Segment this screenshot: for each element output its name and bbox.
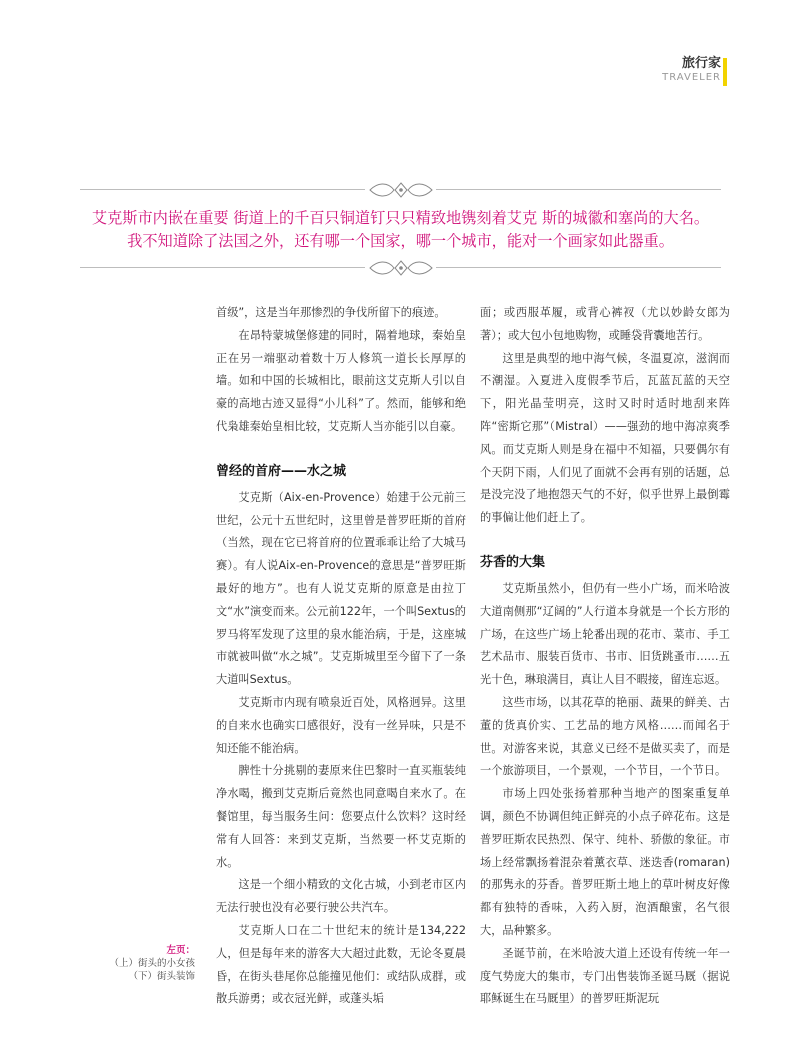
paragraph: 艾克斯人口在二十世纪末的统计是134,222人，但是每年来的游客大大超过此数，无论冬夏晨昏，在街头巷尾你总能撞见他们：或结队成群，或散兵游勇；或衣冠光鲜，或蓬头垢 <box>216 923 466 1006</box>
section-heading-fragrant-market: 芬香的大集 <box>480 554 546 570</box>
divider-line-left <box>80 189 365 190</box>
bottom-ornament-divider <box>80 258 721 278</box>
divider-line-left <box>80 267 365 268</box>
article-column-right <box>480 302 730 1011</box>
caption-line-2: （下）街头装饰 <box>128 971 195 982</box>
divider-line-right <box>436 267 721 268</box>
paragraph: 艾克斯（Aix-en-Provence）始建于公元前三世纪，公元十五世纪时，这里曾是普罗旺斯的首府（当然，现在它已将首府的位置乖乖让给了大城马赛）。有人说Aix-en-Provence的意思是“普罗旺斯最好的地方”。也有人说艾克斯的原意是由拉丁文“水”演变而来。公元前122年，一个叫Sextus的罗马将军发现了这里的泉水能治病，于是，这座城市就被叫做“水之城”。艾克斯城里至今留下了一条大道叫Sextus。 <box>216 490 466 687</box>
paragraph: 市场上四处张扬着那种当地产的图案重复单调，颜色不协调但纯正鲜亮的小点子碎花布。这是普罗旺斯农民热烈、保守、纯朴、骄傲的象征。市场上经常飘扬着混杂着薰衣草、迷迭香(romaran)的那隽永的芬香。普罗旺斯土地上的草叶树皮好像都有独特的香味，入药入厨，泡酒酿蜜，名气很大，品种繁多。 <box>480 787 730 937</box>
pull-quote <box>78 207 723 253</box>
top-ornament-divider <box>80 180 721 200</box>
paragraph: 这是一个细小精致的文化古城，小到老市区内无法行驶也没有必要行驶公共汽车。 <box>216 878 466 915</box>
paragraph: 这里是典型的地中海气候，冬温夏凉，滋润而不潮湿。入夏进入度假季节后，瓦蓝瓦蓝的天空下，阳光晶莹明亮，这时又时时适时地刮来阵阵“密斯它那”（Mistral）——强劲的地中海凉爽季风。而艾克斯人则是身在福中不知福，只要偶尔有个天阴下雨，人们见了面就不会再有别的话题，总是没完没了地抱怨天气的不好，似乎世界上最倒霉的事偏让他们赶上了。 <box>480 351 730 525</box>
paragraph: 首级”，这是当年那惨烈的争伐所留下的痕迹。 <box>216 306 446 319</box>
photo-caption <box>109 944 195 983</box>
paragraph: 艾克斯虽然小，但仍有一些小广场，而米哈波大道南侧那“辽阔的”人行道本身就是一个长方形的广场，在这些广场上轮番出现的花市、菜市、手工艺术品市、服装百货市、书市、旧货跳蚤市……五光十色，琳琅满目，真让人目不暇接，留连忘返。 <box>480 581 730 687</box>
pull-quote-line-2: 我不知道除了法国之外，还有哪一个国家，哪一个城市，能对一个画家如此器重。 <box>127 232 674 250</box>
article-column-left <box>216 302 466 1011</box>
pull-quote-line-1: 艾克斯市内嵌在重要 街道上的千百只铜道钉只只精致地镌刻着艾克 斯的城徽和塞尚的大名。 <box>91 209 710 227</box>
paragraph: 艾克斯市内现有喷泉近百处，风格迥异。这里的自来水也确实口感很好，没有一丝异味，只是不知还能不能治病。 <box>216 695 466 755</box>
paragraph: 圣诞节前，在米哈波大道上还设有传统一年一度气势庞大的集市，专门出售装饰圣诞马厩（据说耶稣诞生在马厩里）的普罗旺斯泥玩 <box>480 946 730 1006</box>
section-color-tab <box>723 58 727 86</box>
ornament-flourish-icon <box>368 258 434 278</box>
paragraph: 脾性十分挑剔的妻原来住巴黎时一直买瓶装纯净水喝，搬到艾克斯后竟然也同意喝自来水了。在餐馆里，每当服务生问：您要点什么饮料？这时经常有人回答：来到艾克斯，当然要一杯艾克斯的水。 <box>216 764 466 869</box>
magazine-section-tag <box>662 56 721 84</box>
divider-line-right <box>436 189 721 190</box>
ornament-flourish-icon <box>368 180 434 200</box>
section-title-cn: 旅行家 <box>681 56 721 71</box>
paragraph: 在昂特蒙城堡修建的同时，隔着地球，秦始皇正在另一端驱动着数十万人修筑一道长长厚厚的墙。如和中国的长城相比，眼前这艾克斯人引以自豪的高地古迹又显得“小儿科”了。然而，能够和绝代枭雄秦始皇相比较，艾克斯人当亦能引以自豪。 <box>216 328 466 433</box>
paragraph: 面；或西服革履，或背心裤衩（尤以妙龄女郎为著）；或大包小包地购物，或睡袋背囊地苦行。 <box>480 306 730 342</box>
section-heading-water-city: 曾经的首府——水之城 <box>216 463 347 479</box>
caption-line-1: （上）街头的小女孩 <box>109 958 195 969</box>
caption-label: 左页： <box>166 945 195 956</box>
section-title-en: TRAVELER <box>662 72 721 83</box>
paragraph: 这些市场，以其花草的艳丽、蔬果的鲜美、古董的货真价实、工艺品的地方风格……而闻名于世。对游客来说，其意义已经不是做买卖了，而是一个旅游项目，一个景观，一个节目，一个节日。 <box>480 695 730 778</box>
